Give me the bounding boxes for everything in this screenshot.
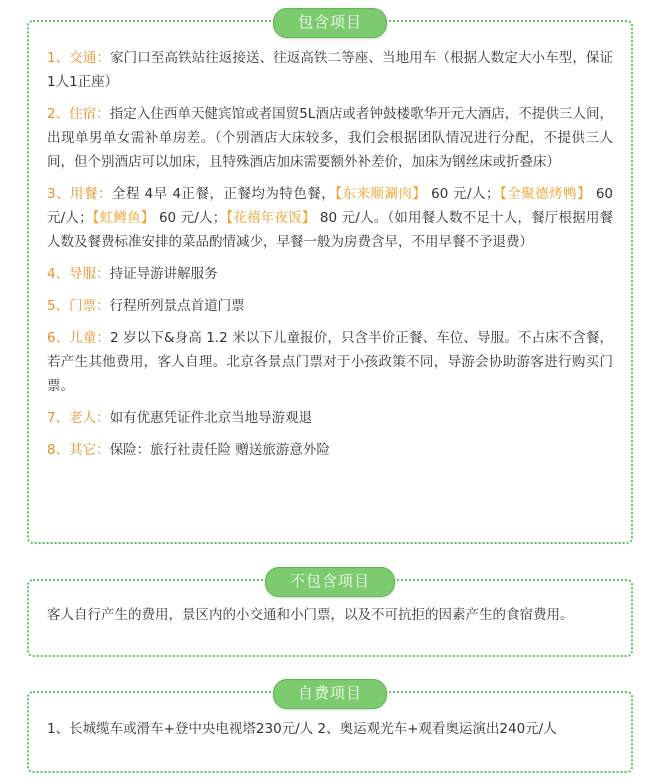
transport-text: 家门口至高铁站往返接送、往返高铁二等座、当地用车（根据人数定大小车型，保证1人1正座） — [47, 50, 614, 90]
guide-item — [47, 262, 613, 286]
optional-section — [27, 684, 633, 773]
transport-label: 1、交通： — [47, 50, 111, 66]
tickets-item — [47, 294, 613, 318]
children-item — [47, 326, 613, 398]
children-label: 6、儿童： — [47, 330, 111, 346]
price-donglaishun: 60 元/人； — [426, 186, 500, 202]
price-huaxi: 80 元/人。 — [315, 210, 388, 226]
restaurant-hongzunyu: 【虹鳟鱼】 — [92, 210, 155, 226]
meals-note: （如用餐人数不足十人，餐厅根据用餐人数及餐费标准安排的菜品酌情减少，早餐一般为房费含早，不用早餐不予退费） — [47, 210, 614, 250]
other-text: 保险：旅行社责任险 赠送旅游意外险 — [109, 442, 330, 458]
lodging-label: 2、住宿： — [47, 106, 110, 122]
elderly-label: 7、老人： — [47, 410, 110, 426]
restaurant-quanjude: 【全聚德烤鸭】 — [499, 186, 592, 202]
restaurant-huaxi: 【花禧年夜饭】 — [226, 210, 316, 226]
lodging-text: 指定入住西单天健宾馆或者国贸5L酒店或者钟鼓楼歌华开元大酒店，不提供三人间，出现单男单女需补单房差。（个别酒店大床较多，我们会根据团队情况进行分配，不提供三人间，但个别酒店可以加床，且特殊酒店加床需要额外补差价，加床为钢丝床或折叠床） — [47, 106, 613, 170]
tickets-text: 行程所列景点首道门票 — [109, 298, 245, 314]
elderly-item — [47, 406, 613, 430]
other-item — [47, 438, 613, 462]
included-section — [27, 13, 633, 544]
transport-item — [47, 46, 613, 94]
other-label: 8、其它： — [47, 442, 110, 458]
excluded-section — [27, 572, 633, 657]
price-hongzunyu: 60 元/人； — [154, 210, 227, 226]
included-title: 包含项目 — [273, 8, 387, 38]
children-text: 2 岁以下&身高 1.2 米以下儿童报价，只含半价正餐、车位、导服。不占床不含餐，若产生其他费用，客人自理。北京各景点门票对于小孩政策不同，导游会协助游客进行购买门票。 — [47, 330, 613, 394]
tickets-label: 5、门票： — [47, 298, 110, 314]
restaurant-donglaishun: 【东来顺涮肉】 — [335, 186, 427, 202]
guide-text: 持证导游讲解服务 — [109, 266, 218, 282]
price-quanjude: 60 元/人； — [47, 186, 614, 226]
meals-item — [47, 182, 613, 254]
excluded-title: 不包含项目 — [265, 567, 395, 597]
optional-text: 1、长城缆车或滑车+登中央电视塔230元/人 2、奥运观光车+观看奥运演出240元/人 — [47, 721, 557, 737]
lodging-item — [47, 102, 613, 174]
guide-label: 4、导服： — [47, 266, 110, 282]
meals-label: 3、用餐： — [47, 186, 112, 202]
excluded-text: 客人自行产生的费用，景区内的小交通和小门票，以及不可抗拒的因素产生的食宿费用。 — [47, 607, 574, 623]
elderly-text: 如有优惠凭证件北京当地导游观退 — [109, 410, 313, 426]
meals-intro: 全程 4早 4正餐，正餐均为特色餐， — [111, 186, 336, 202]
optional-title: 自费项目 — [273, 679, 387, 709]
